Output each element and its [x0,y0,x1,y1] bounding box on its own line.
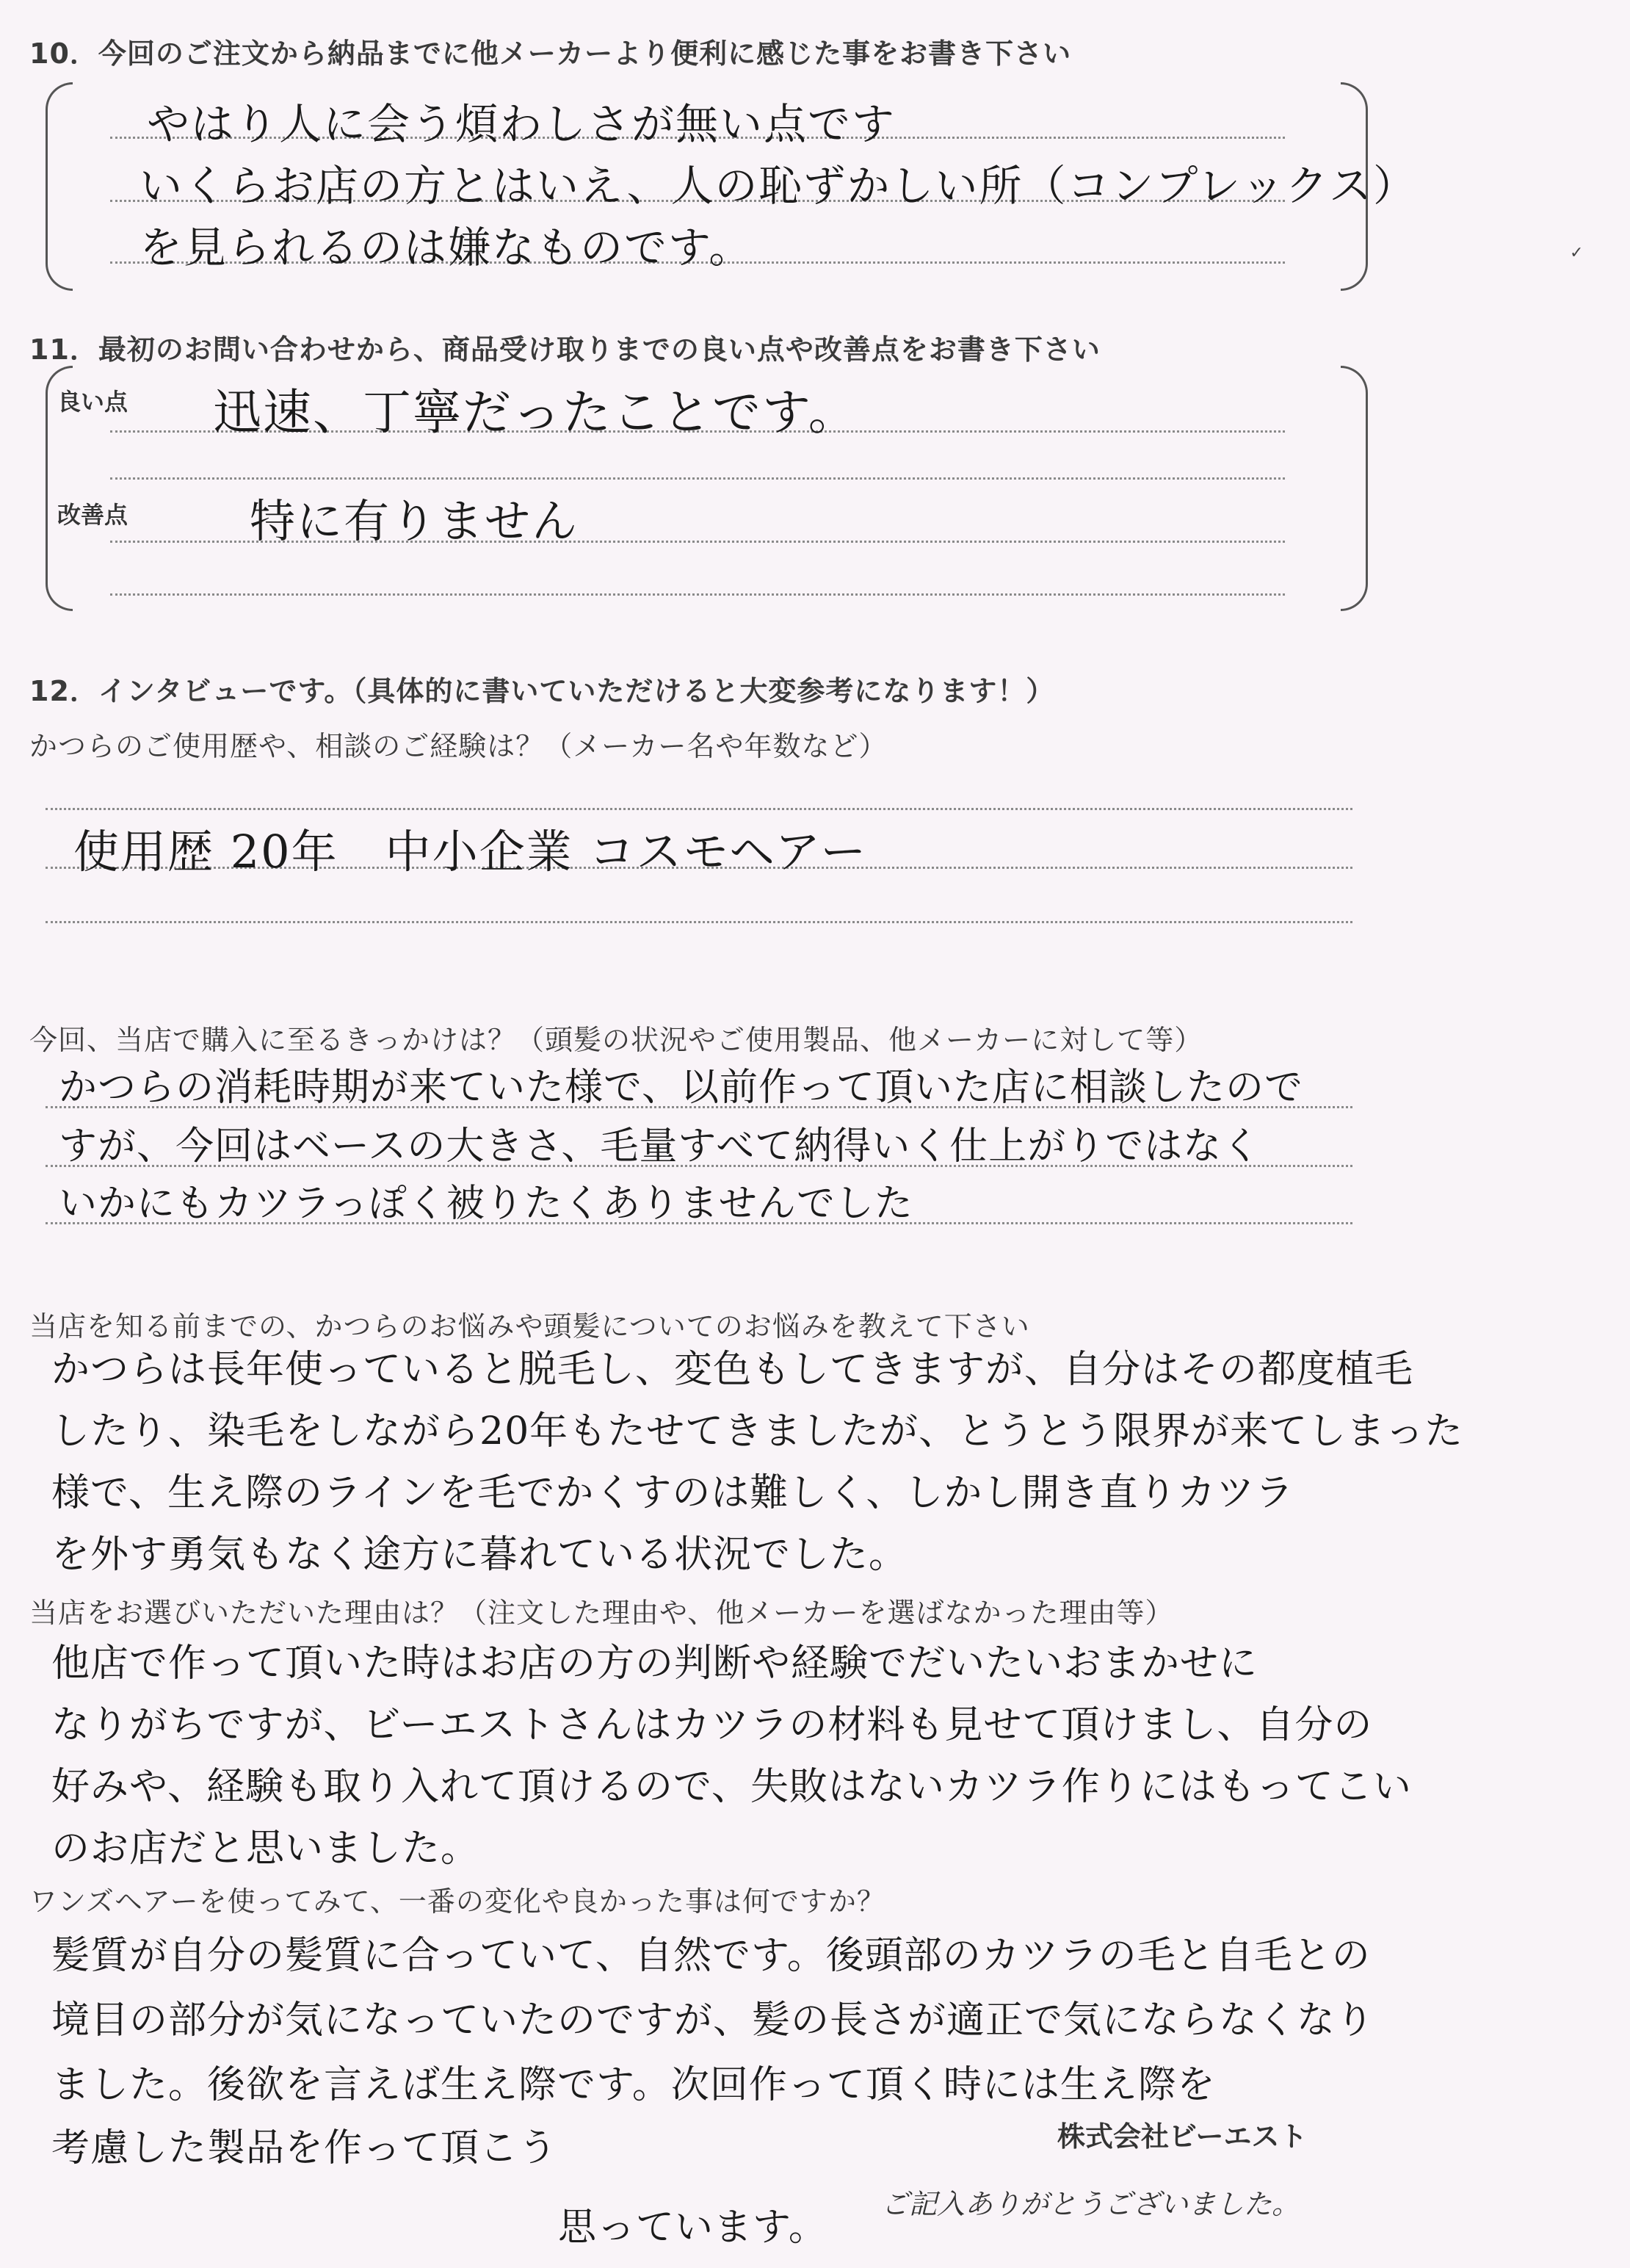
answer-line [46,921,1352,923]
company-name: 株式会社ビーエスト [1057,2120,1308,2153]
change-answer-line: 境目の部分が気になっていたのですが、髪の長さが適正で気にならなくなり [51,1998,1375,2043]
worry-answer-line: かつらは長年使っていると脱毛し、変色もしてきますが、自分はその都度植毛 [51,1348,1414,1392]
good-point-answer: 迅速、丁寧だったことです。 [213,384,858,441]
answer-line [110,477,1285,480]
q11-answer-box-right [1341,366,1368,611]
q10-answer-line: いくらお店の方とはいえ、人の恥ずかしい所（コンプレックス） [140,161,1418,211]
q10-answer-line: やはり人に会う煩わしさが無い点です [147,99,897,149]
reason-answer-line: のお店だと思いました。 [51,1827,480,1871]
q10-heading: 10．今回のご注文から納品までに他メーカーより便利に感じた事をお書き下さい [29,37,1072,70]
good-point-label: 良い点 [57,388,128,416]
q10-answer-line: を見られるのは嫌なものです。 [140,223,753,272]
answer-line [110,593,1285,596]
q10-answer-box-left [46,82,73,291]
trigger-answer-line: いかにもカツラっぽく被りたくありませんでした [59,1182,913,1226]
worry-answer-line: を外す勇気もなく途方に暮れている状況でした。 [51,1533,908,1577]
reason-answer-line: なりがちですが、ビーエストさんはカツラの材料も見せて頂けまし、自分の [51,1703,1373,1747]
q11-heading: 11．最初のお問い合わせから、商品受け取りまでの良い点や改善点をお書き下さい [29,333,1101,366]
reason-question: 当店をお選びいただいた理由は？（注文した理由や、他メーカーを選ばなかった理由等） [29,1597,1174,1629]
change-question: ワンズヘアーを使ってみて、一番の変化や良かった事は何ですか？ [29,1885,885,1918]
improvement-answer: 特に有りません [250,494,579,548]
change-answer-line: ました。後欲を言えば生え際です。次回作って頂く時には生え際を [51,2063,1216,2107]
trigger-answer-line: すが、今回はベースの大きさ、毛量すべて納得いく仕上がりではなく [59,1124,1261,1169]
answer-line [46,808,1352,810]
q12-heading: 12．インタビューです。（具体的に書いていただけると大変参考になります！） [29,675,1055,707]
improvement-label: 改善点 [57,501,128,529]
reason-answer-line: 好みや、経験も取り入れて頂けるので、失敗はないカツラ作りにはもってこい [51,1765,1412,1809]
history-question: かつらのご使用歴や、相談のご経験は？（メーカー名や年数など） [29,730,888,762]
change-answer-line: 髪質が自分の髪質に合っていて、自然です。後頭部のカツラの毛と自毛との [51,1934,1371,1978]
worry-question: 当店を知る前までの、かつらのお悩みや頭髪についてのお悩みを教えて下さい [29,1310,1030,1343]
worry-answer-line: したり、染毛をしながら20年もたせてきましたが、とうとう限界が来てしまった [51,1409,1464,1453]
worry-answer-line: 様で、生え際のラインを毛でかくすのは難しく、しかし開き直りカツラ [51,1471,1294,1515]
reason-answer-line: 他店で作って頂いた時はお店の方の判断や経験でだいたいおまかせに [51,1642,1258,1686]
margin-check-mark: ✓ [1570,244,1584,262]
thanks-message: ご記入ありがとうございました。 [881,2188,1300,2220]
change-answer-line: 考慮した製品を作って頂こう [51,2126,558,2170]
history-answer: 使用歴 20年 中小企業 コスモヘアー [73,825,868,878]
trigger-question: 今回、当店で購入に至るきっかけは？（頭髪の状況やご使用製品、他メーカーに対して等） [29,1024,1203,1056]
change-answer-line: 思っています。 [558,2206,827,2250]
trigger-answer-line: かつらの消耗時期が来ていた様で、以前作って頂いた店に相談したので [59,1066,1303,1110]
